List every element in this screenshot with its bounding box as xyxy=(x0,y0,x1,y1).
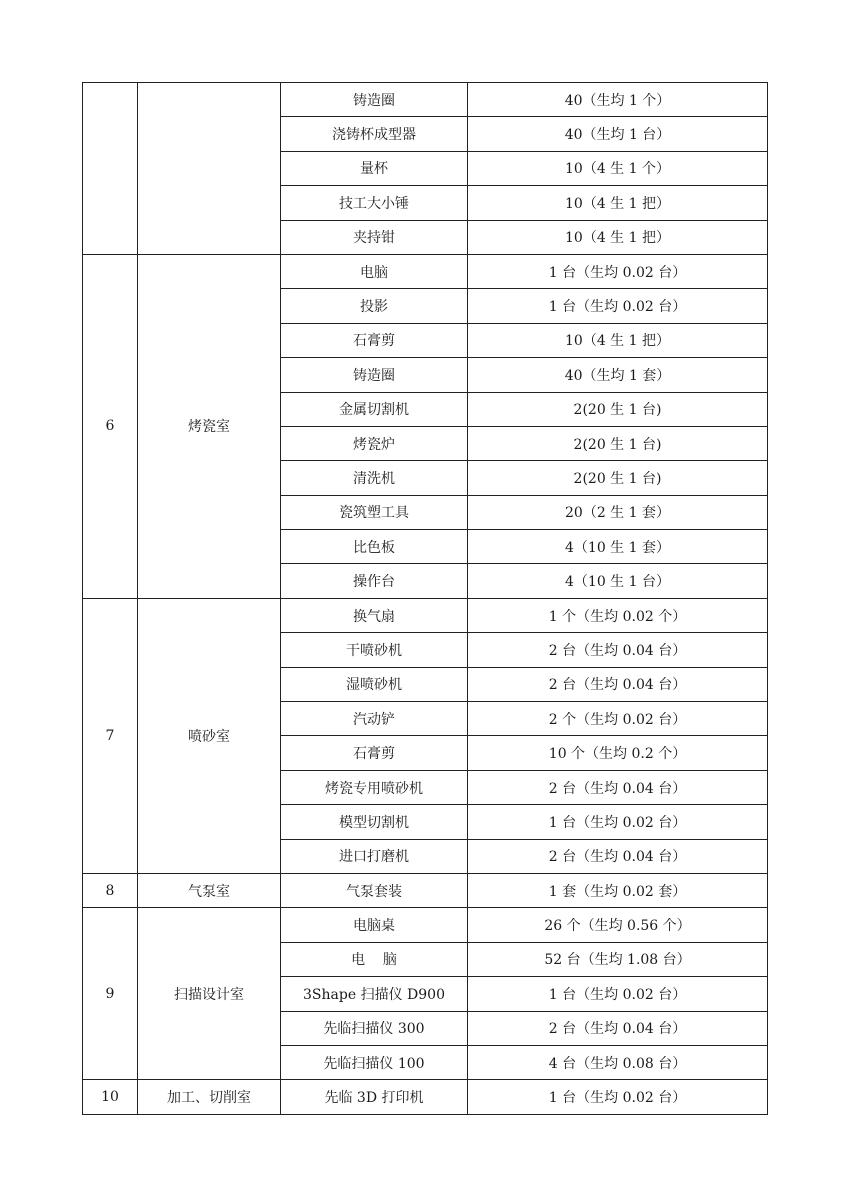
quantity-cell: 4（10 生 1 台） xyxy=(468,564,768,598)
equipment-name-cell: 铸造圈 xyxy=(281,83,468,117)
equipment-name-cell: 铸造圈 xyxy=(281,358,468,392)
quantity-cell: 2 台（生均 0.04 台） xyxy=(468,633,768,667)
table-row xyxy=(83,1080,768,1114)
equipment-name-cell: 电脑桌 xyxy=(281,908,468,942)
equipment-name-cell: 比色板 xyxy=(281,530,468,564)
equipment-name-cell: 瓷筑塑工具 xyxy=(281,495,468,529)
equipment-name-cell: 浇铸杯成型器 xyxy=(281,117,468,151)
equipment-name-cell: 气泵套装 xyxy=(281,873,468,907)
table-row xyxy=(83,873,768,907)
equipment-name-cell: 清洗机 xyxy=(281,461,468,495)
equipment-name-cell: 石膏剪 xyxy=(281,323,468,357)
equipment-name-cell: 先临 3D 打印机 xyxy=(281,1080,468,1114)
table-row xyxy=(83,908,768,942)
equipment-name-cell: 投影 xyxy=(281,289,468,323)
quantity-cell: 10（4 生 1 把） xyxy=(468,220,768,254)
quantity-cell: 2(20 生 1 台) xyxy=(468,392,768,426)
equipment-name-cell: 干喷砂机 xyxy=(281,633,468,667)
equipment-name-cell: 3Shape 扫描仪 D900 xyxy=(281,977,468,1011)
room-number-cell xyxy=(83,83,138,255)
equipment-name-cell: 进口打磨机 xyxy=(281,839,468,873)
equipment-table-body xyxy=(83,83,768,1115)
room-name-cell: 加工、切削室 xyxy=(138,1080,281,1114)
quantity-cell: 2 台（生均 0.04 台） xyxy=(468,839,768,873)
quantity-cell: 20（2 生 1 套） xyxy=(468,495,768,529)
equipment-name-cell: 先临扫描仪 300 xyxy=(281,1011,468,1045)
room-name-cell: 气泵室 xyxy=(138,873,281,907)
equipment-name-cell: 模型切割机 xyxy=(281,805,468,839)
room-number-cell: 6 xyxy=(83,254,138,598)
equipment-name-cell: 技工大小锤 xyxy=(281,186,468,220)
quantity-cell: 4（10 生 1 套） xyxy=(468,530,768,564)
equipment-name-cell: 电脑 xyxy=(281,254,468,288)
quantity-cell: 2 台（生均 0.04 台） xyxy=(468,667,768,701)
room-number-cell: 8 xyxy=(83,873,138,907)
quantity-cell: 10 个（生均 0.2 个） xyxy=(468,736,768,770)
table-row xyxy=(83,83,768,117)
quantity-cell: 1 台（生均 0.02 台） xyxy=(468,1080,768,1114)
room-name-cell: 烤瓷室 xyxy=(138,254,281,598)
quantity-cell: 1 个（生均 0.02 个） xyxy=(468,598,768,632)
room-number-cell: 9 xyxy=(83,908,138,1080)
equipment-name-cell: 汽动铲 xyxy=(281,702,468,736)
quantity-cell: 1 套（生均 0.02 套） xyxy=(468,873,768,907)
quantity-cell: 2 个（生均 0.02 台） xyxy=(468,702,768,736)
equipment-name-cell: 量杯 xyxy=(281,151,468,185)
equipment-name-cell: 夹持钳 xyxy=(281,220,468,254)
room-name-cell xyxy=(138,83,281,255)
equipment-name-cell: 金属切割机 xyxy=(281,392,468,426)
quantity-cell: 2(20 生 1 台) xyxy=(468,461,768,495)
quantity-cell: 40（生均 1 个） xyxy=(468,83,768,117)
room-name-cell: 喷砂室 xyxy=(138,598,281,873)
equipment-name-cell: 烤瓷炉 xyxy=(281,426,468,460)
table-row xyxy=(83,598,768,632)
room-number-cell: 7 xyxy=(83,598,138,873)
quantity-cell: 40（生均 1 套） xyxy=(468,358,768,392)
equipment-name-cell: 操作台 xyxy=(281,564,468,598)
quantity-cell: 2(20 生 1 台) xyxy=(468,426,768,460)
quantity-cell: 2 台（生均 0.04 台） xyxy=(468,770,768,804)
equipment-name-cell: 烤瓷专用喷砂机 xyxy=(281,770,468,804)
equipment-table xyxy=(82,82,768,1115)
equipment-name-cell: 先临扫描仪 100 xyxy=(281,1045,468,1079)
quantity-cell: 52 台（生均 1.08 台） xyxy=(468,942,768,976)
quantity-cell: 26 个（生均 0.56 个） xyxy=(468,908,768,942)
table-row xyxy=(83,254,768,288)
quantity-cell: 1 台（生均 0.02 台） xyxy=(468,289,768,323)
quantity-cell: 4 台（生均 0.08 台） xyxy=(468,1045,768,1079)
quantity-cell: 2 台（生均 0.04 台） xyxy=(468,1011,768,1045)
quantity-cell: 10（4 生 1 把） xyxy=(468,323,768,357)
quantity-cell: 1 台（生均 0.02 台） xyxy=(468,977,768,1011)
equipment-name-cell: 湿喷砂机 xyxy=(281,667,468,701)
quantity-cell: 10（4 生 1 个） xyxy=(468,151,768,185)
room-number-cell: 10 xyxy=(83,1080,138,1114)
quantity-cell: 10（4 生 1 把） xyxy=(468,186,768,220)
quantity-cell: 40（生均 1 台） xyxy=(468,117,768,151)
quantity-cell: 1 台（生均 0.02 台） xyxy=(468,254,768,288)
equipment-name-cell: 换气扇 xyxy=(281,598,468,632)
equipment-name-cell: 石膏剪 xyxy=(281,736,468,770)
equipment-name-cell: 电 脑 xyxy=(281,942,468,976)
room-name-cell: 扫描设计室 xyxy=(138,908,281,1080)
quantity-cell: 1 台（生均 0.02 台） xyxy=(468,805,768,839)
